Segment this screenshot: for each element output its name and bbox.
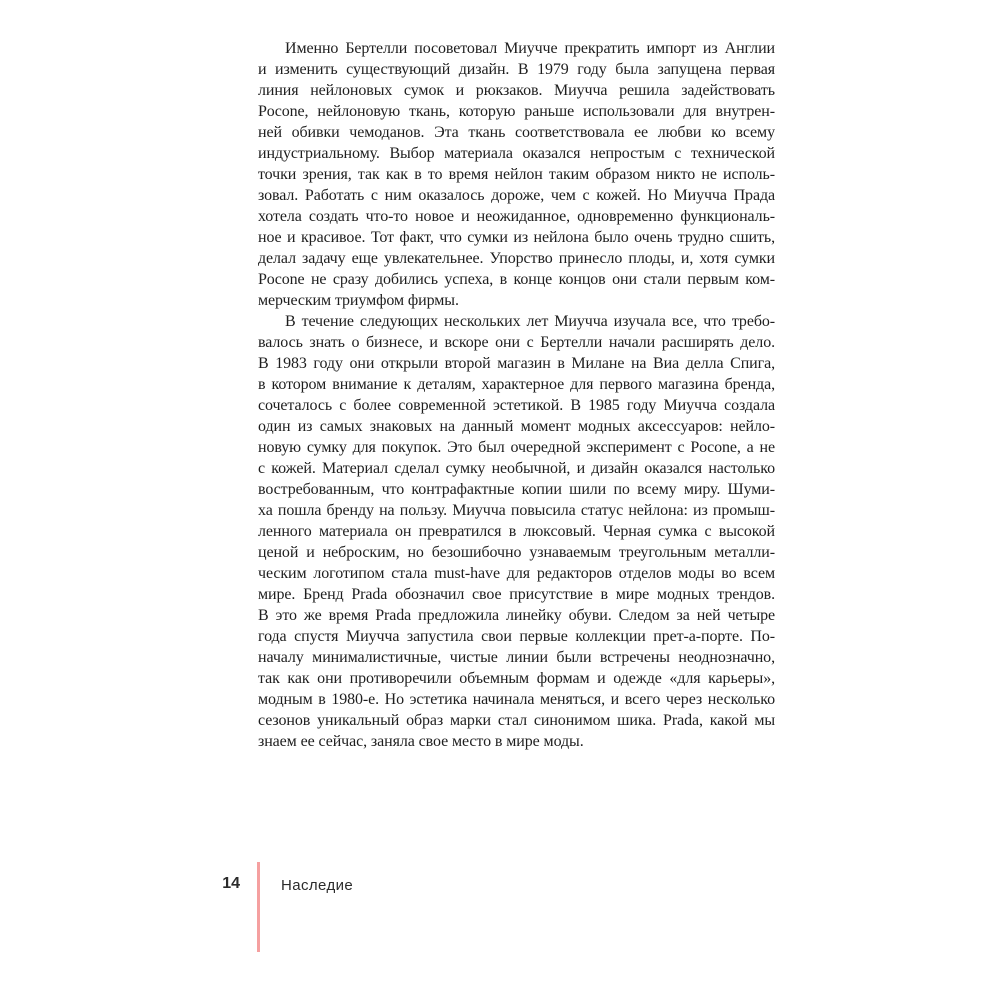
text-line: В течение следующих нескольких лет Миучча изучала все, что требо- [285,313,775,330]
page-number: 14 [222,875,240,892]
text-line: сочеталось с более современной эстетикой. В 1985 году Миучча создала [258,397,775,414]
text-line: ное и красивое. Тот факт, что сумки из нейлона было очень трудно сшить, [258,229,775,246]
text-line: В это же время Prada предложила линейку обуви. Следом за ней четыре [258,607,775,624]
text-line: ческим логотипом стала must-have для редакторов отделов моды во всем [258,565,775,582]
paragraph-1 [258,38,775,311]
text-line: хотела создать что-то новое и неожиданное, одновременно функциональ- [258,208,775,225]
text-line: в котором внимание к деталям, характерное для первого магазина бренда, [258,376,775,393]
text-line: линия нейлоновых сумок и рюкзаков. Миучча решила задействовать [258,82,775,99]
text-line: ценой и неброским, но безошибочно узнаваемым треугольным металли- [258,544,775,561]
text-line: мерческим триумфом фирмы. [258,292,459,309]
text-line: валось знать о бизнесе, и вскоре они с Бертелли начали расширять дело. [258,334,775,351]
text-line: делал задачу еще увлекательнее. Упорство принесло плоды, и, хотя сумки [258,250,775,267]
text-line: ха пошла бренду на пользу. Миучча повысила статус нейлона: из промыш- [258,502,775,519]
text-line: ней обивки чемоданов. Эта ткань соответствовала ее любви ко всему [258,124,775,141]
section-title: Наследие [281,877,354,894]
footer-divider-line [257,862,260,952]
text-line: началу минималистичные, чистые линии были встречены неоднозначно, [258,649,775,666]
text-line: с кожей. Материал сделал сумку необычной, и дизайн оказался настолько [258,460,775,477]
text-line: так как они противоречили объемным формам и одежде «для карьеры», [258,670,775,687]
paragraph-2 [258,311,775,752]
text-line: ленного материала он превратился в люксовый. Черная сумка с высокой [258,523,775,540]
text-line: В 1983 году они открыли второй магазин в Милане на Виа делла Спига, [258,355,775,372]
text-line: востребованным, что контрафактные копии шили по всему миру. Шуми- [258,481,775,498]
text-line: Pocone, нейлоновую ткань, которую раньше использовали для внутрен- [258,103,775,120]
text-line: модным в 1980-е. Но эстетика начинала меняться, и всего через несколько [258,691,775,708]
body-text [258,38,775,752]
text-line: мире. Бренд Prada обозначил свое присутствие в мире модных трендов. [258,586,775,603]
text-line: знаем ее сейчас, заняла свое место в мире моды. [258,733,584,750]
text-line: точки зрения, так как в то время нейлон таким образом никто не исполь- [258,166,775,183]
text-line: индустриальному. Выбор материала оказался непростым с технической [258,145,775,162]
text-line: новую сумку для покупок. Это был очередной эксперимент с Pocone, а не [258,439,775,456]
text-line: один из самых знаковых на данный момент модных аксессуаров: нейло- [258,418,775,435]
text-line: Именно Бертелли посоветовал Миучче прекратить импорт из Англии [285,40,775,57]
text-line: сезонов уникальный образ марки стал синонимом шика. Prada, какой мы [258,712,775,729]
text-line: года спустя Миучча запустила свои первые коллекции прет-а-порте. По- [258,628,775,645]
text-line: Pocone не сразу добились успеха, в конце концов они стали первым ком- [258,271,775,288]
text-line: зовал. Работать с ним оказалось дороже, чем с кожей. Но Миучча Прада [258,187,775,204]
text-line: и изменить существующий дизайн. В 1979 году была запущена первая [258,61,775,78]
